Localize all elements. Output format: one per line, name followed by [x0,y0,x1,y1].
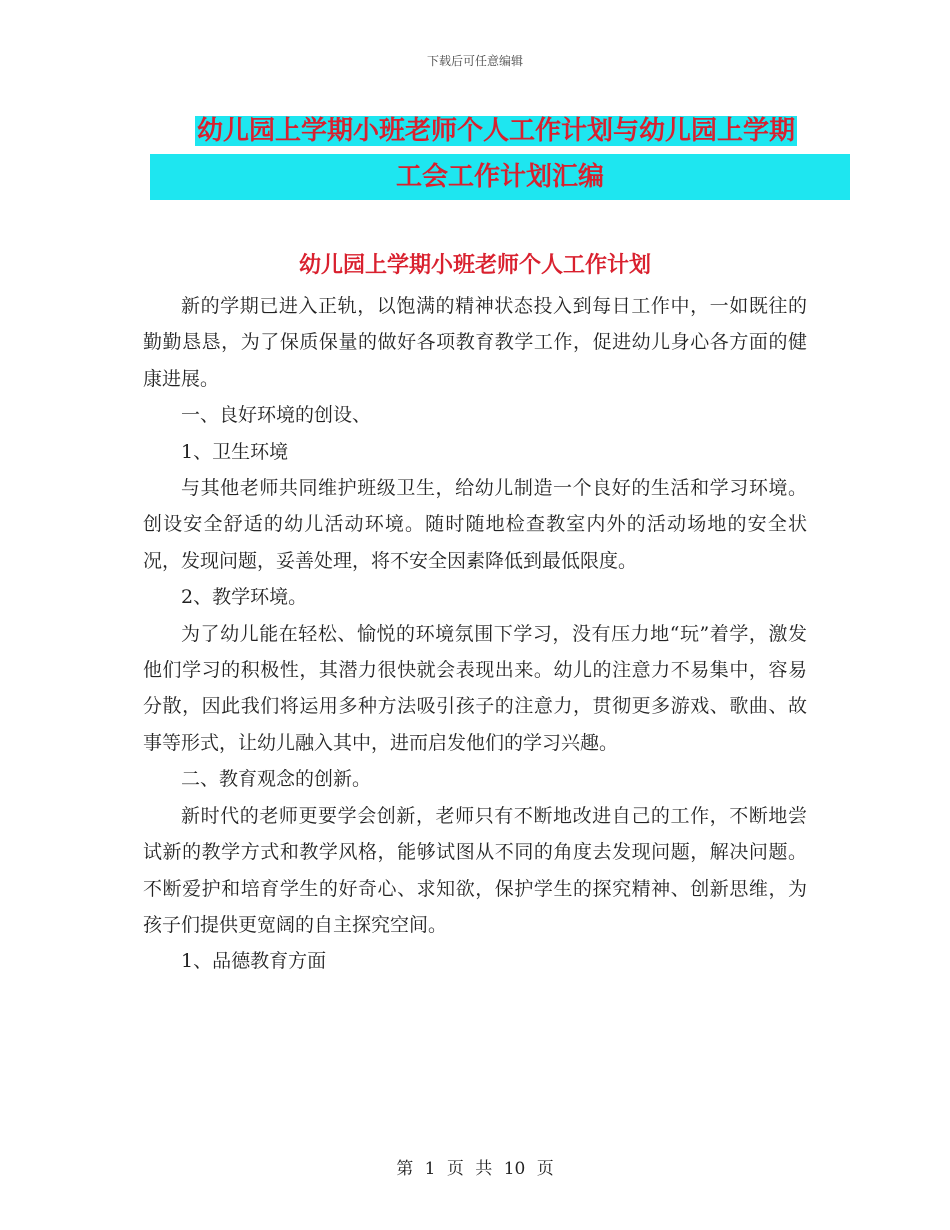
document-body [143,288,807,980]
paragraph: 1、品德教育方面 [181,950,327,973]
paragraph: 新的学期已进入正轨，以饱满的精神状态投入到每日工作中，一如既往的勤勤恳恳，为了保质保量的做好各项教育教学工作，促进幼儿身心各方面的健康进展。 [143,295,807,390]
document-title-line-1: 幼儿园上学期小班老师个人工作计划与幼儿园上学期 [197,116,796,146]
paragraph: 2、教学环境。 [181,586,308,609]
footer-page-word: 页 [446,1159,464,1179]
header-note: 下载后可任意编辑 [426,54,523,68]
current-page-number: 1 [424,1159,436,1179]
footer-suffix: 页 [536,1159,554,1179]
document-title-line-2-text: 工会工作计划汇编 [395,162,604,192]
paragraph: 二、教育观念的创新。 [181,768,372,791]
paragraph: 新时代的老师更要学会创新，老师只有不断地改进自己的工作，不断地尝试新的教学方式和教学风格，能够试图从不同的角度去发现问题，解决问题。不断爱护和培育学生的好奇心、求知欲，保护学生的探究精神、创新思维，为孩子们提供更宽阔的自主探究空间。 [143,804,807,936]
document-title [150,108,850,200]
total-page-count: 10 [503,1159,526,1179]
document-title-line-2 [150,154,850,200]
paragraph: 为了幼儿能在轻松、愉悦的环境氛围下学习，没有压力地“玩”着学，激发他们学习的积极性，其潜力很快就会表现出来。幼儿的注意力不易集中，容易分散，因此我们将运用多种方法吸引孩子的注意力，贯彻更多游戏、歌曲、故事等形式，让幼儿融入其中，进而启发他们的学习兴趣。 [143,622,807,754]
paragraph: 一、良好环境的创设、 [181,404,372,427]
footer-total-word: 共 [475,1159,493,1179]
paragraph: 与其他老师共同维护班级卫生，给幼儿制造一个良好的生活和学习环境。创设安全舒适的幼儿活动环境。随时随地检查教室内外的活动场地的安全状况，发现问题，妥善处理，将不安全因素降低到最低限度。 [143,477,807,572]
footer-prefix: 第 [396,1159,414,1179]
section-title: 幼儿园上学期小班老师个人工作计划 [298,253,651,278]
page-footer [0,1154,950,1179]
paragraph: 1、卫生环境 [181,440,289,463]
